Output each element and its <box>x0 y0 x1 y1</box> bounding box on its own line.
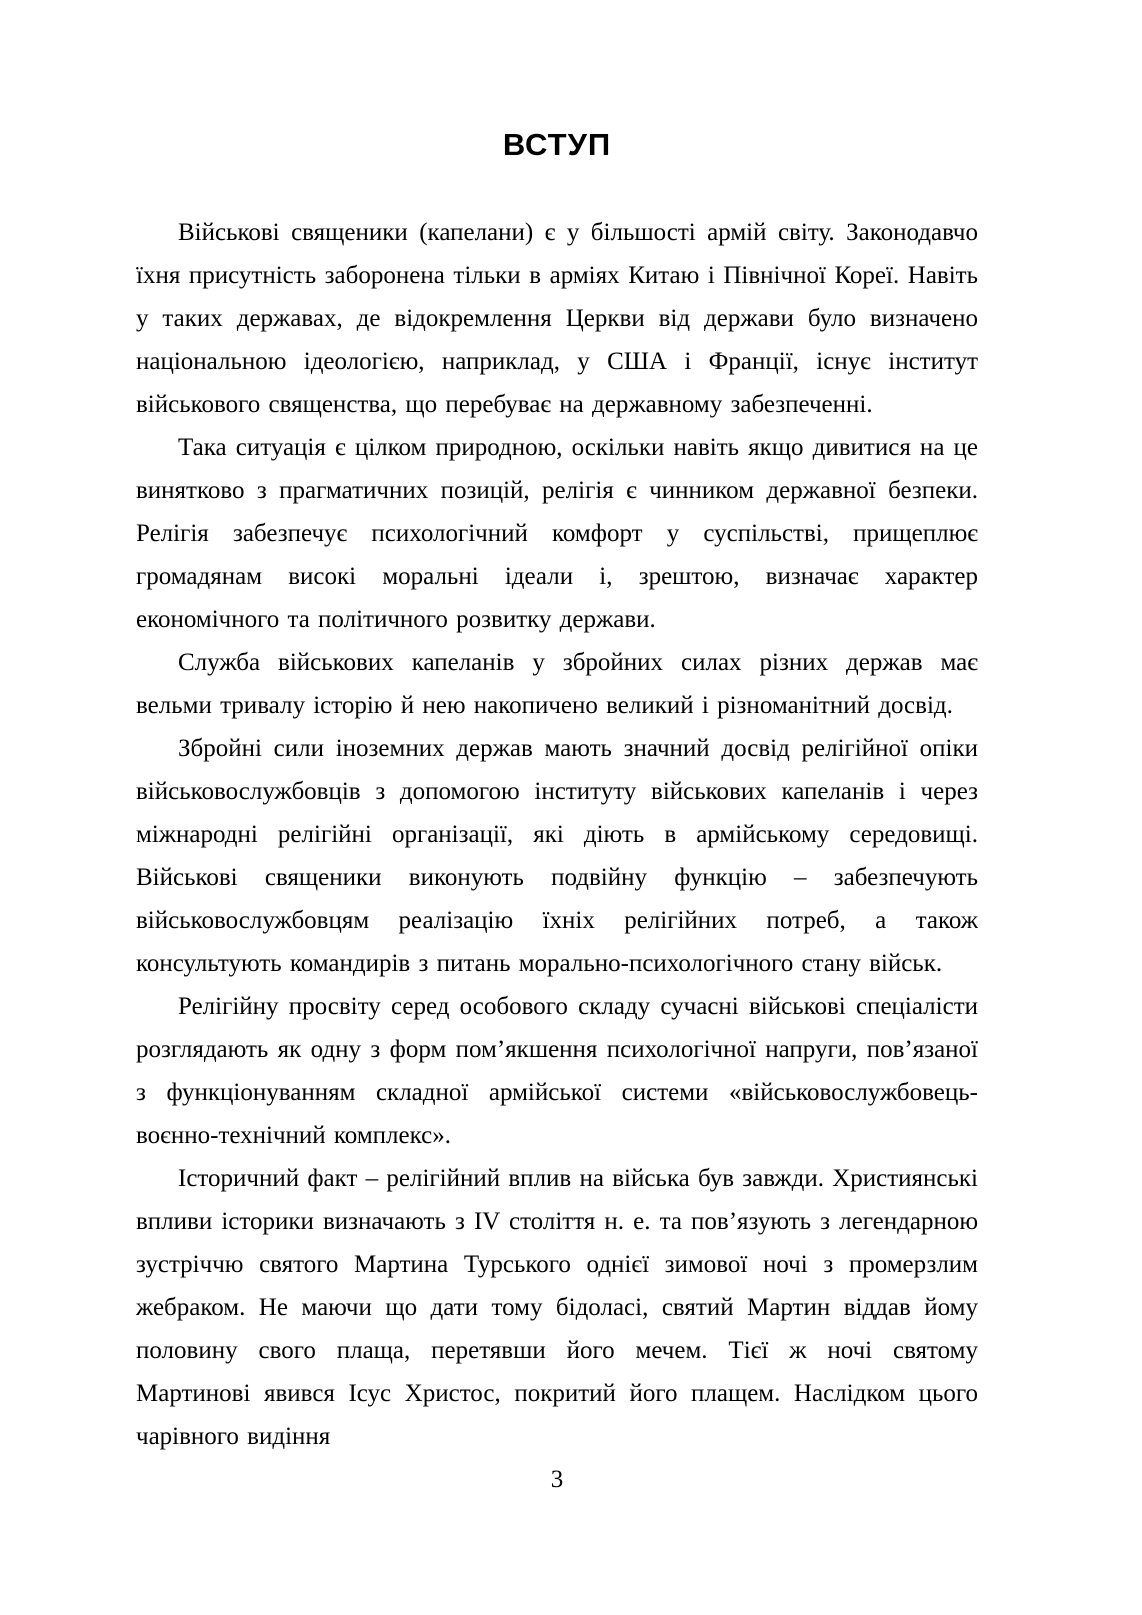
paragraph-2: Така ситуація є цілком природною, оскільки навіть якщо дивитися на це винятково з прагматичних позицій, релігія є чинником державної безпеки. Релігія забезпечує психологічний комфорт у суспільстві, прищеплює громадянам високі моральні ідеали і, зрештою, визначає характер економічного та політичного розвитку держави. <box>136 434 978 634</box>
paragraph-3: Служба військових капеланів у збройних силах різних держав має вельми тривалу історію й нею накопичено великий і різноманітний досвід. <box>136 649 978 720</box>
paragraph-6: Історичний факт – релігійний вплив на війська був завжди. Християнські впливи історики визначають з IV століття н. е. та пов’язують з легендарною зустріччю святого Мартина Турського однієї зимової ночі з промерзлим жебраком. Не маючи що дати тому бідоласі, святий Мартин віддав йому половину свого плаща, перетявши його мечем. Тієї ж ночі святому Мартинові явився Ісус Христос, покритий його плащем. Наслідком цього чарівного видіння <box>136 1165 978 1451</box>
paragraph-1: Військові священики (капелани) є у більшості армій світу. Законодавчо їхня присутність заборонена тільки в арміях Китаю і Північної Кореї. Навіть у таких державах, де відокремлення Церкви від держави було визначено національною ідеологією, наприклад, у США і Франції, існує інститут військового священства, що перебуває на державному забезпеченні. <box>136 219 978 419</box>
page-number: 3 <box>550 1466 564 1494</box>
paragraph-5: Релігійну просвіту серед особового складу сучасні військові спеціалісти розглядають як одну з форм пом’якшення психологічної напруги, пов’язаної з функціонуванням складної армійської системи «військовослужбовець-воєнно-технічний комплекс». <box>136 993 978 1150</box>
page-title: ВСТУП <box>502 127 612 162</box>
paragraph-4: Збройні сили іноземних держав мають значний досвід релігійної опіки військовослужбовців з допомогою інституту військових капеланів і через міжнародні релігійні організації, які діють в армійському середовищі. Військові священики виконують подвійну функцію – забезпечують військовослужбовцям реалізацію їхніх релігійних потреб, а також консультують командирів з питань морально-психологічного стану військ. <box>136 735 978 978</box>
document-body <box>136 211 978 1458</box>
